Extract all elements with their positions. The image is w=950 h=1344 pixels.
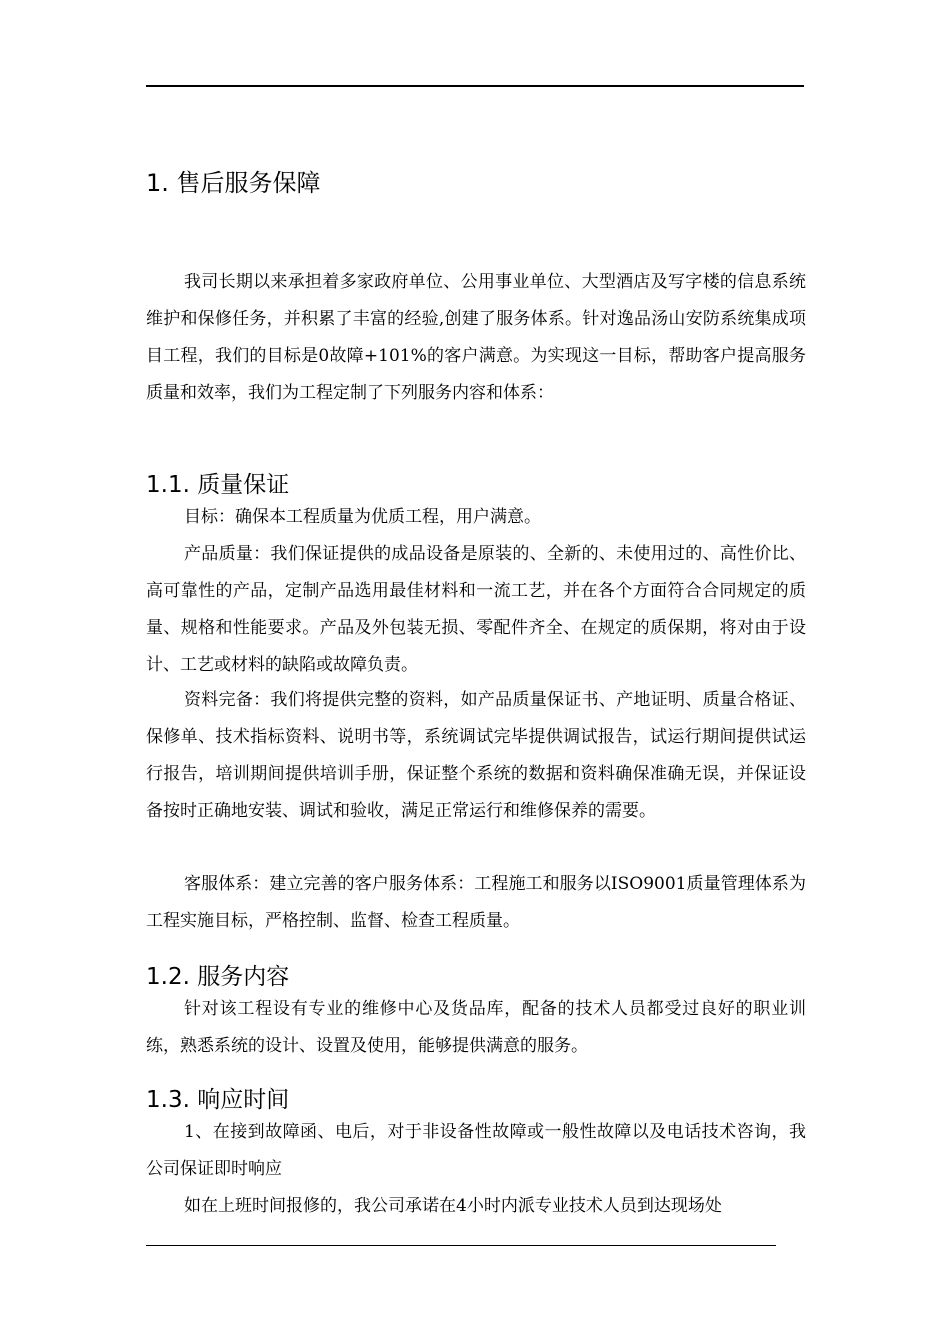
service-content-paragraph: 针对该工程设有专业的维修中心及货品库，配备的技术人员都受过良好的职业训练，熟悉系统的设计、设置及使用，能够提供满意的服务。	[146, 999, 806, 1056]
intro-paragraph: 我司长期以来承担着多家政府单位、公用事业单位、大型酒店及写字楼的信息系统维护和保修任务，并积累了丰富的经验,创建了服务体系。针对逸品汤山安防系统集成项目工程，我们的目标是0故障+101%的客户满意。为实现这一目标，帮助客户提高服务质量和效率，我们为工程定制了下列服务内容和体系：	[146, 272, 806, 403]
documentation-paragraph: 资料完备：我们将提供完整的资料，如产品质量保证书、产地证明、质量合格证、保修单、技术指标资料、说明书等，系统调试完毕提供调试报告，试运行期间提供试运行报告，培训期间提供培训手册，保证整个系统的数据和资料确保准确无误，并保证设备按时正确地安装、调试和验收，满足正常运行和维修保养的需要。	[146, 690, 806, 821]
section-1-3-title: 1.3. 响应时间	[146, 1087, 290, 1113]
heading-1: 1. 售后服务保障	[146, 169, 321, 197]
section-1-2-title: 1.2. 服务内容	[146, 964, 290, 990]
quality-goal-paragraph: 目标：确保本工程质量为优质工程，用户满意。	[184, 507, 541, 527]
section-1-1-title: 1.1. 质量保证	[146, 472, 290, 498]
footer-rule	[146, 1245, 776, 1246]
customer-service-paragraph: 客服体系：建立完善的客户服务体系：工程施工和服务以ISO9001质量管理体系为工程实施目标，严格控制、监督、检查工程质量。	[146, 874, 806, 931]
response-item-1: 1、在接到故障函、电后，对于非设备性故障或一般性故障以及电话技术咨询，我公司保证即时响应	[146, 1122, 806, 1179]
product-quality-paragraph: 产品质量：我们保证提供的成品设备是原装的、全新的、未使用过的、高性价比、高可靠性的产品，定制产品选用最佳材料和一流工艺，并在各个方面符合合同规定的质量、规格和性能要求。产品及外包装无损、零配件齐全、在规定的质保期，将对由于设计、工艺或材料的缺陷或故障负责。	[146, 544, 806, 675]
header-rule	[146, 85, 804, 87]
response-item-2: 如在上班时间报修的，我公司承诺在4小时内派专业技术人员到达现场处	[184, 1196, 722, 1216]
